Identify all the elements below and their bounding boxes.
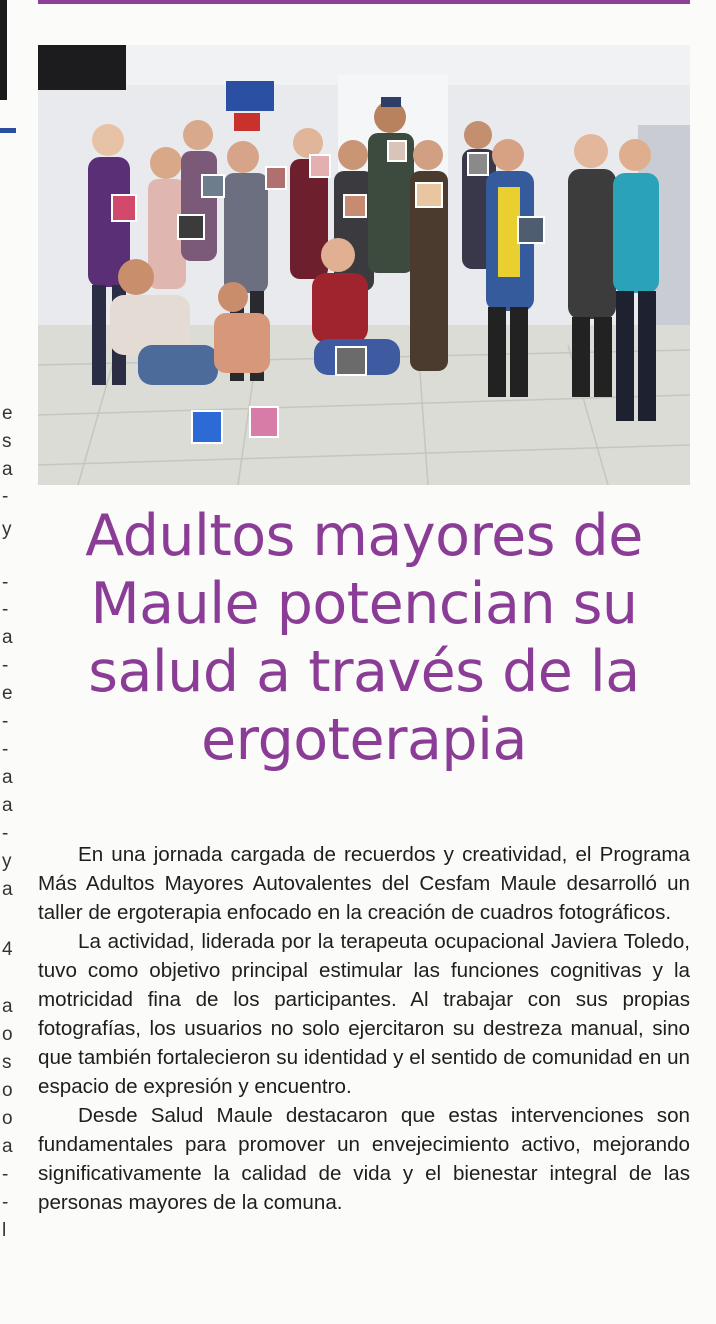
- edge-fragment: -: [2, 711, 9, 732]
- edge-fragment: y: [2, 519, 12, 540]
- edge-fragment: o: [2, 1108, 13, 1129]
- article-paragraph: En una jornada cargada de recuerdos y creatividad, el Programa Más Adultos Mayores Autovalentes del Cesfam Maule desarrolló un taller de ergoterapia enfocado en la creación de cuadros fotográficos.: [38, 843, 690, 924]
- edge-fragment: a: [2, 1136, 13, 1157]
- edge-fragment: -: [2, 486, 9, 507]
- edge-fragment: o: [2, 1080, 13, 1101]
- top-rule: [38, 0, 690, 4]
- edge-fragment: e: [2, 683, 13, 704]
- group-photo: [38, 45, 690, 485]
- edge-fragment: -: [2, 1192, 9, 1213]
- article-body: [38, 840, 690, 1217]
- article-headline: Adultos mayores de Maule potencian su salud a través de la ergoterapia: [85, 503, 643, 773]
- adjacent-column-edge: [0, 0, 28, 1324]
- article-paragraph: Desde Salud Maule destacaron que estas intervenciones son fundamentales para promover un envejecimiento activo, mejorando significativamente la calidad de vida y el bienestar integral de las personas mayores de la comuna.: [38, 1104, 690, 1214]
- edge-fragment: -: [2, 572, 9, 593]
- edge-fragment: e: [2, 403, 13, 424]
- edge-fragment: a: [2, 795, 13, 816]
- article-paragraph: La actividad, liderada por la terapeuta ocupacional Javiera Toledo, tuvo como objetivo principal estimular las funciones cognitivas y la motricidad fina de los participantes. Al trabajar con sus propias fotografías, los usuarios no solo ejercitaron su destreza manual, sino que también fortalecieron su identidad y el sentido de comunidad en un espacio de expresión y encuentro.: [38, 930, 690, 1098]
- edge-fragment: -: [2, 739, 9, 760]
- edge-fragment: a: [2, 459, 13, 480]
- edge-fragment: a: [2, 767, 13, 788]
- edge-fragment: a: [2, 627, 13, 648]
- edge-fragment: s: [2, 1052, 12, 1073]
- edge-fragment: s: [2, 431, 12, 452]
- edge-fragment: 4: [2, 939, 13, 960]
- edge-fragment: -: [2, 823, 9, 844]
- edge-dark-bar: [0, 0, 7, 100]
- edge-fragment: -: [2, 599, 9, 620]
- edge-fragment: -: [2, 655, 9, 676]
- edge-fragment: a: [2, 879, 13, 900]
- edge-fragment: y: [2, 851, 12, 872]
- edge-fragment: o: [2, 1024, 13, 1045]
- edge-fragment: -: [2, 1164, 9, 1185]
- edge-fragment: l: [2, 1220, 7, 1241]
- edge-fragment: a: [2, 996, 13, 1017]
- edge-blue-dash: [0, 128, 16, 133]
- group-photo-illustration: [38, 45, 690, 485]
